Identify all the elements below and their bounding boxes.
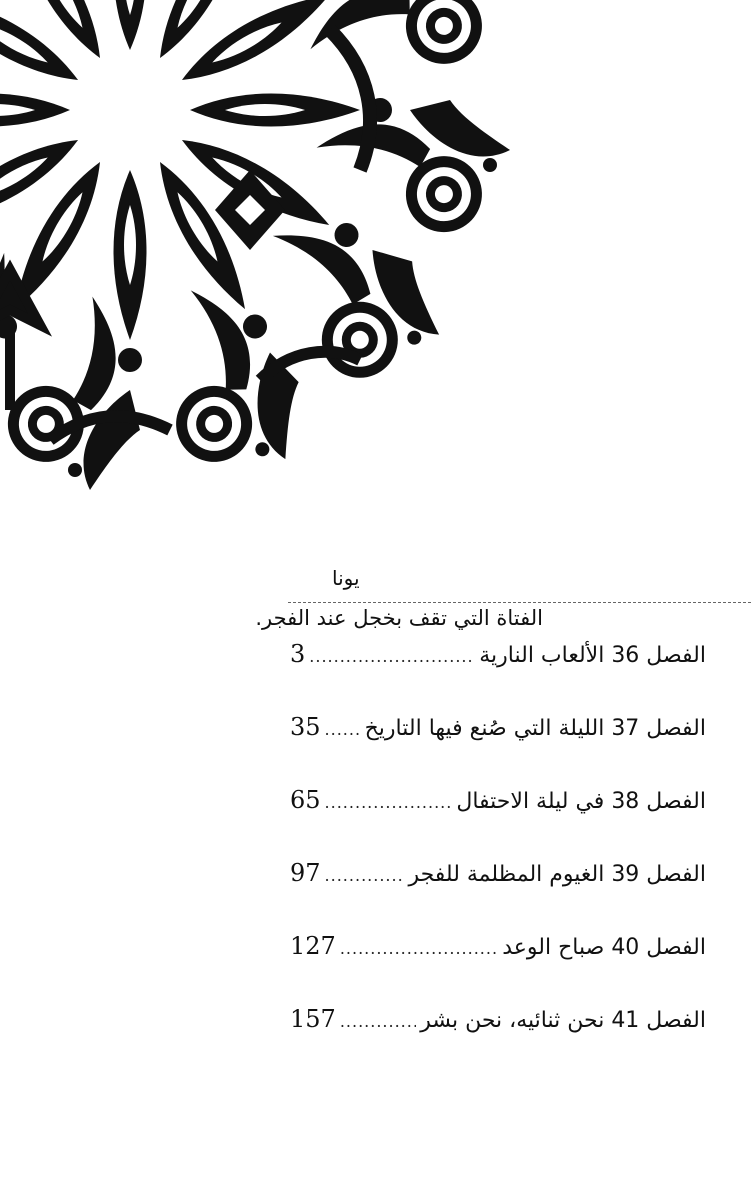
toc-entry [290, 932, 706, 1005]
author-name: يونا [332, 566, 360, 590]
toc-page-number: 97 [290, 859, 321, 887]
toc-leader-dots [309, 647, 475, 666]
toc-chapter-title: الفصل 37 الليلة التي صُنع فيها التاريخ [364, 716, 706, 741]
toc-chapter-title: الفصل 41 نحن ثنائيه، نحن بشر [420, 1008, 706, 1033]
toc-chapter-title: الفصل 40 صباح الوعد [502, 935, 706, 960]
toc-leader-dots [325, 720, 361, 739]
toc-chapter-title: الفصل 38 في ليلة الاحتفال [456, 789, 706, 814]
book-subtitle: الفتاة التي تقف بخجل عند الفجر. [255, 606, 543, 630]
toc-leader-dots [325, 866, 405, 885]
toc-leader-dots [325, 793, 453, 812]
toc-page-number: 157 [290, 1005, 336, 1033]
toc-page-number: 3 [290, 640, 306, 668]
toc-page-number: 127 [290, 932, 336, 960]
arabesque-ornament [0, 0, 530, 510]
toc-page-number: 65 [290, 786, 321, 814]
toc-page-number: 35 [290, 713, 321, 741]
toc-entry [290, 859, 706, 932]
toc-entry [290, 640, 706, 713]
toc-entry [290, 786, 706, 859]
toc-leader-dots [340, 939, 498, 958]
toc-chapter-title: الفصل 39 الغيوم المظلمة للفجر [408, 862, 706, 887]
toc-entry [290, 1005, 706, 1078]
toc-chapter-title: الفصل 36 الألعاب النارية [479, 643, 706, 668]
divider-line [288, 602, 751, 603]
table-of-contents [290, 640, 706, 1078]
toc-leader-dots [340, 1012, 416, 1031]
toc-entry [290, 713, 706, 786]
